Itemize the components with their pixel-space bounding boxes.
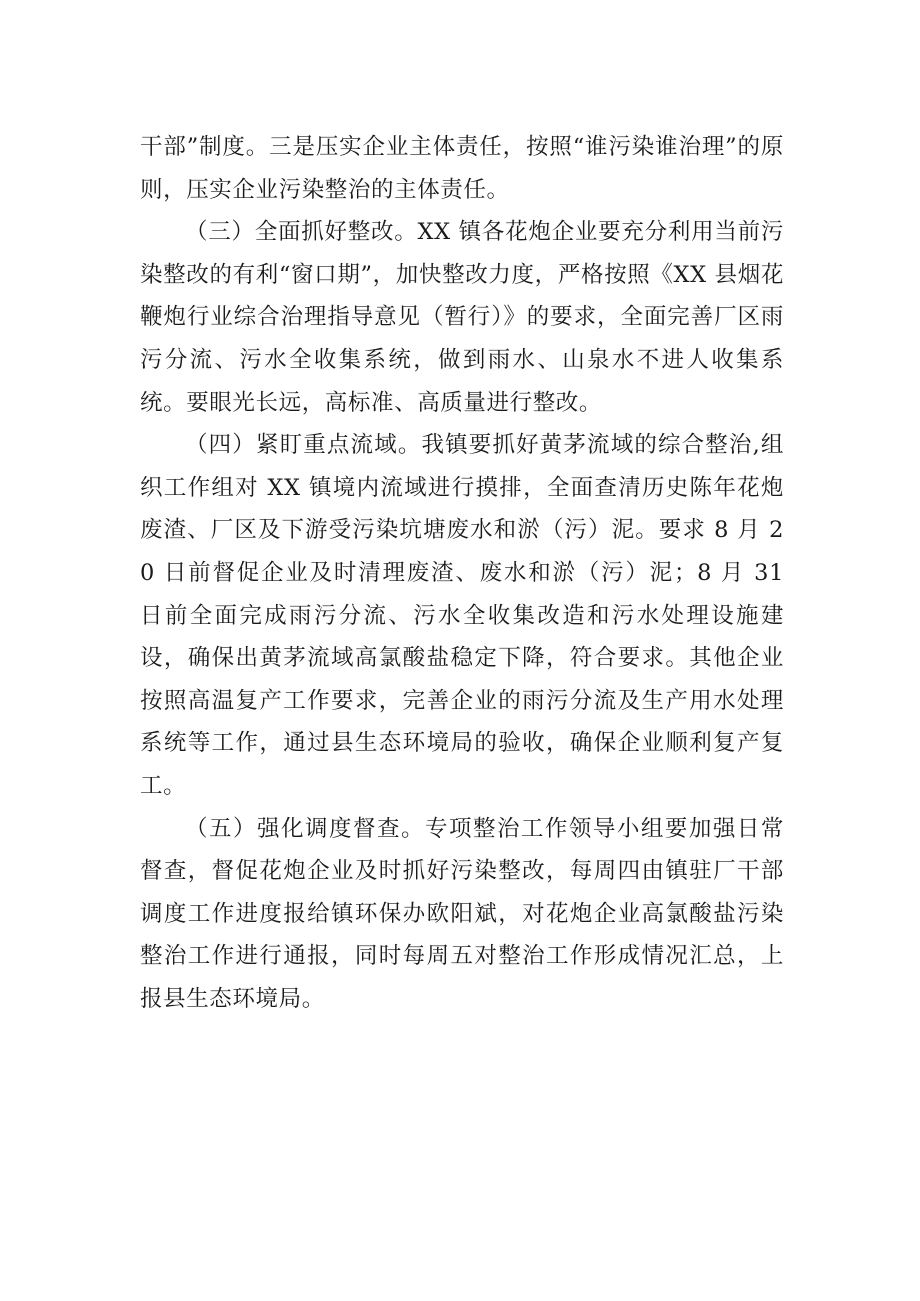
document-body [140,126,784,1020]
paragraph-section-3: （三）全面抓好整改。XX 镇各花炮企业要充分利用当前污染整改的有利“窗口期”，加快整改力度，严格按照《XX 县烟花鞭炮行业综合治理指导意见（暂行）》的要求，全面完善厂区雨污分流、污水全收集系统，做到雨水、山泉水不进人收集系统。要眼光长远，高标准、高质量进行整改。 [140,219,784,416]
paragraph-section-4: （四）紧盯重点流域。我镇要抓好黄茅流域的综合整治,组织工作组对 XX 镇境内流域进行摸排，全面查清历史陈年花炮废渣、厂区及下游受污染坑塘废水和淤（污）泥。要求 8 月 20 日前督促企业及时清理废渣、废水和淤（污）泥；8 月 31 日前全面完成雨污分流、污水全收集改造和污水处理设施建设，确保出黄茅流域高氯酸盐稳定下降，符合要求。其他企业按照高温复产工作要求，完善企业的雨污分流及生产用水处理系统等工作，通过县生态环境局的验收，确保企业顺利复产复工。 [140,432,784,799]
paragraph-section-5: （五）强化调度督查。专项整治工作领导小组要加强日常督查，督促花炮企业及时抓好污染整改，每周四由镇驻厂干部调度工作进度报给镇环保办欧阳斌，对花炮企业高氯酸盐污染整治工作进行通报，同时每周五对整治工作形成情况汇总，上报县生态环境局。 [140,815,784,1012]
paragraph-continuation: 干部”制度。三是压实企业主体责任，按照“谁污染谁治理”的原则，压实企业污染整治的主体责任。 [140,134,784,203]
